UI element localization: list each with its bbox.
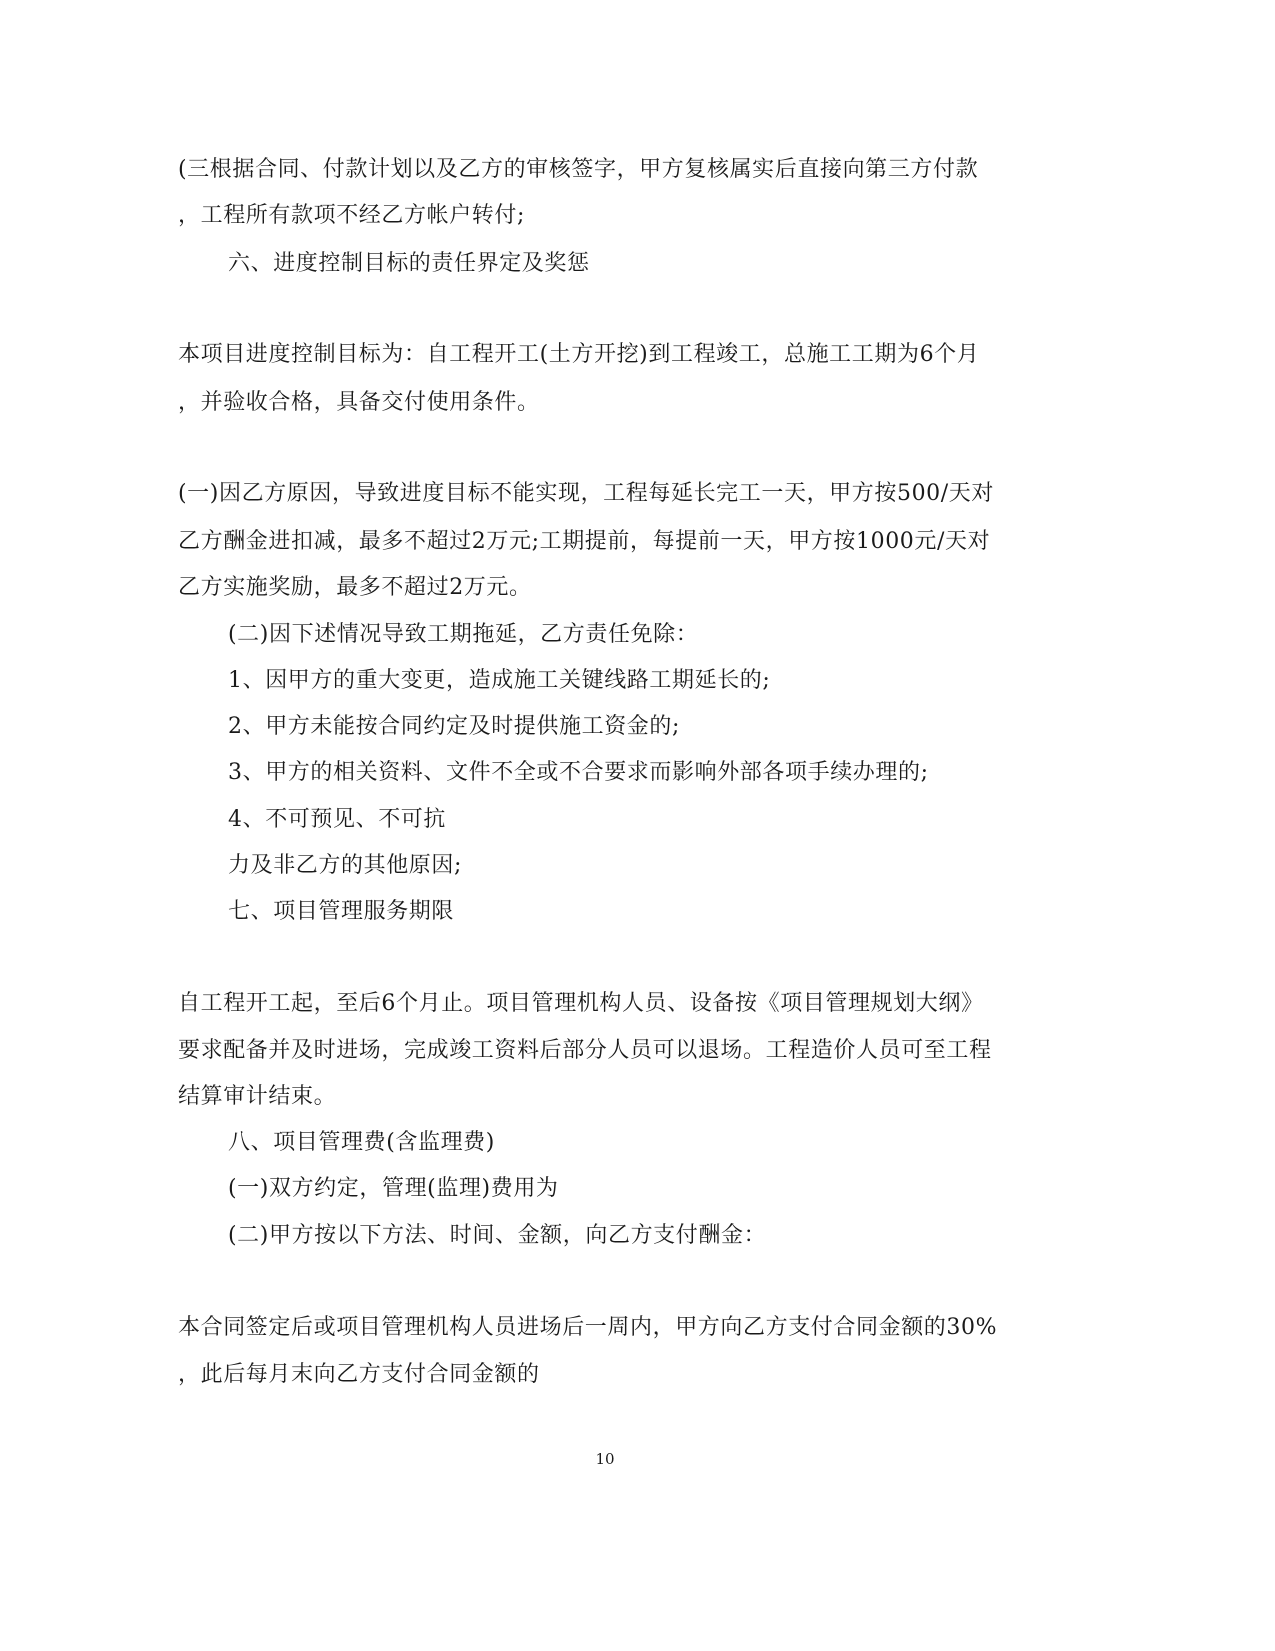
section-heading: 七、项目管理服务期限: [228, 899, 455, 924]
text-line: 本合同签定后或项目管理机构人员进场后一周内，甲方向乙方支付合同金额的30%: [178, 1315, 998, 1340]
text-line: (二)因下述情况导致工期拖延，乙方责任免除：: [228, 622, 699, 647]
text-line: 乙方实施奖励，最多不超过2万元。: [178, 575, 532, 600]
text-line: 自工程开工起，至后6个月止。项目管理机构人员、设备按《项目管理规划大纲》: [178, 991, 984, 1016]
text-line: ，此后每月末向乙方支付合同金额的: [178, 1362, 540, 1387]
text-line: (一)因乙方原因，导致进度目标不能实现，工程每延长完工一天，甲方按500/天对: [178, 481, 994, 506]
list-item: 3、甲方的相关资料、文件不全或不合要求而影响外部各项手续办理的;: [228, 760, 929, 785]
text-line: 本项目进度控制目标为：自工程开工(土方开挖)到工程竣工，总施工工期为6个月: [178, 342, 980, 367]
text-line: (一)双方约定，管理(监理)费用为: [228, 1176, 559, 1201]
text-line: (二)甲方按以下方法、时间、金额，向乙方支付酬金：: [228, 1223, 767, 1248]
text-line: ，工程所有款项不经乙方帐户转付;: [178, 203, 526, 228]
section-heading: 六、进度控制目标的责任界定及奖惩: [228, 251, 590, 276]
text-line: (三根据合同、付款计划以及乙方的审核签字，甲方复核属实后直接向第三方付款: [178, 157, 979, 182]
section-heading: 八、项目管理费(含监理费): [228, 1130, 495, 1155]
list-item: 2、甲方未能按合同约定及时提供施工资金的;: [228, 714, 681, 739]
text-line: 乙方酬金进扣减，最多不超过2万元;工期提前，每提前一天，甲方按1000元/天对: [178, 529, 991, 554]
list-item: 4、不可预见、不可抗: [228, 807, 446, 832]
list-item: 1、因甲方的重大变更，造成施工关键线路工期延长的;: [228, 668, 771, 693]
text-line: 结算审计结束。: [178, 1084, 337, 1109]
list-item: 力及非乙方的其他原因;: [228, 853, 463, 878]
text-line: ，并验收合格，具备交付使用条件。: [178, 390, 540, 415]
page-number: 10: [595, 1450, 615, 1468]
text-line: 要求配备并及时进场，完成竣工资料后部分人员可以退场。工程造价人员可至工程: [178, 1038, 992, 1063]
